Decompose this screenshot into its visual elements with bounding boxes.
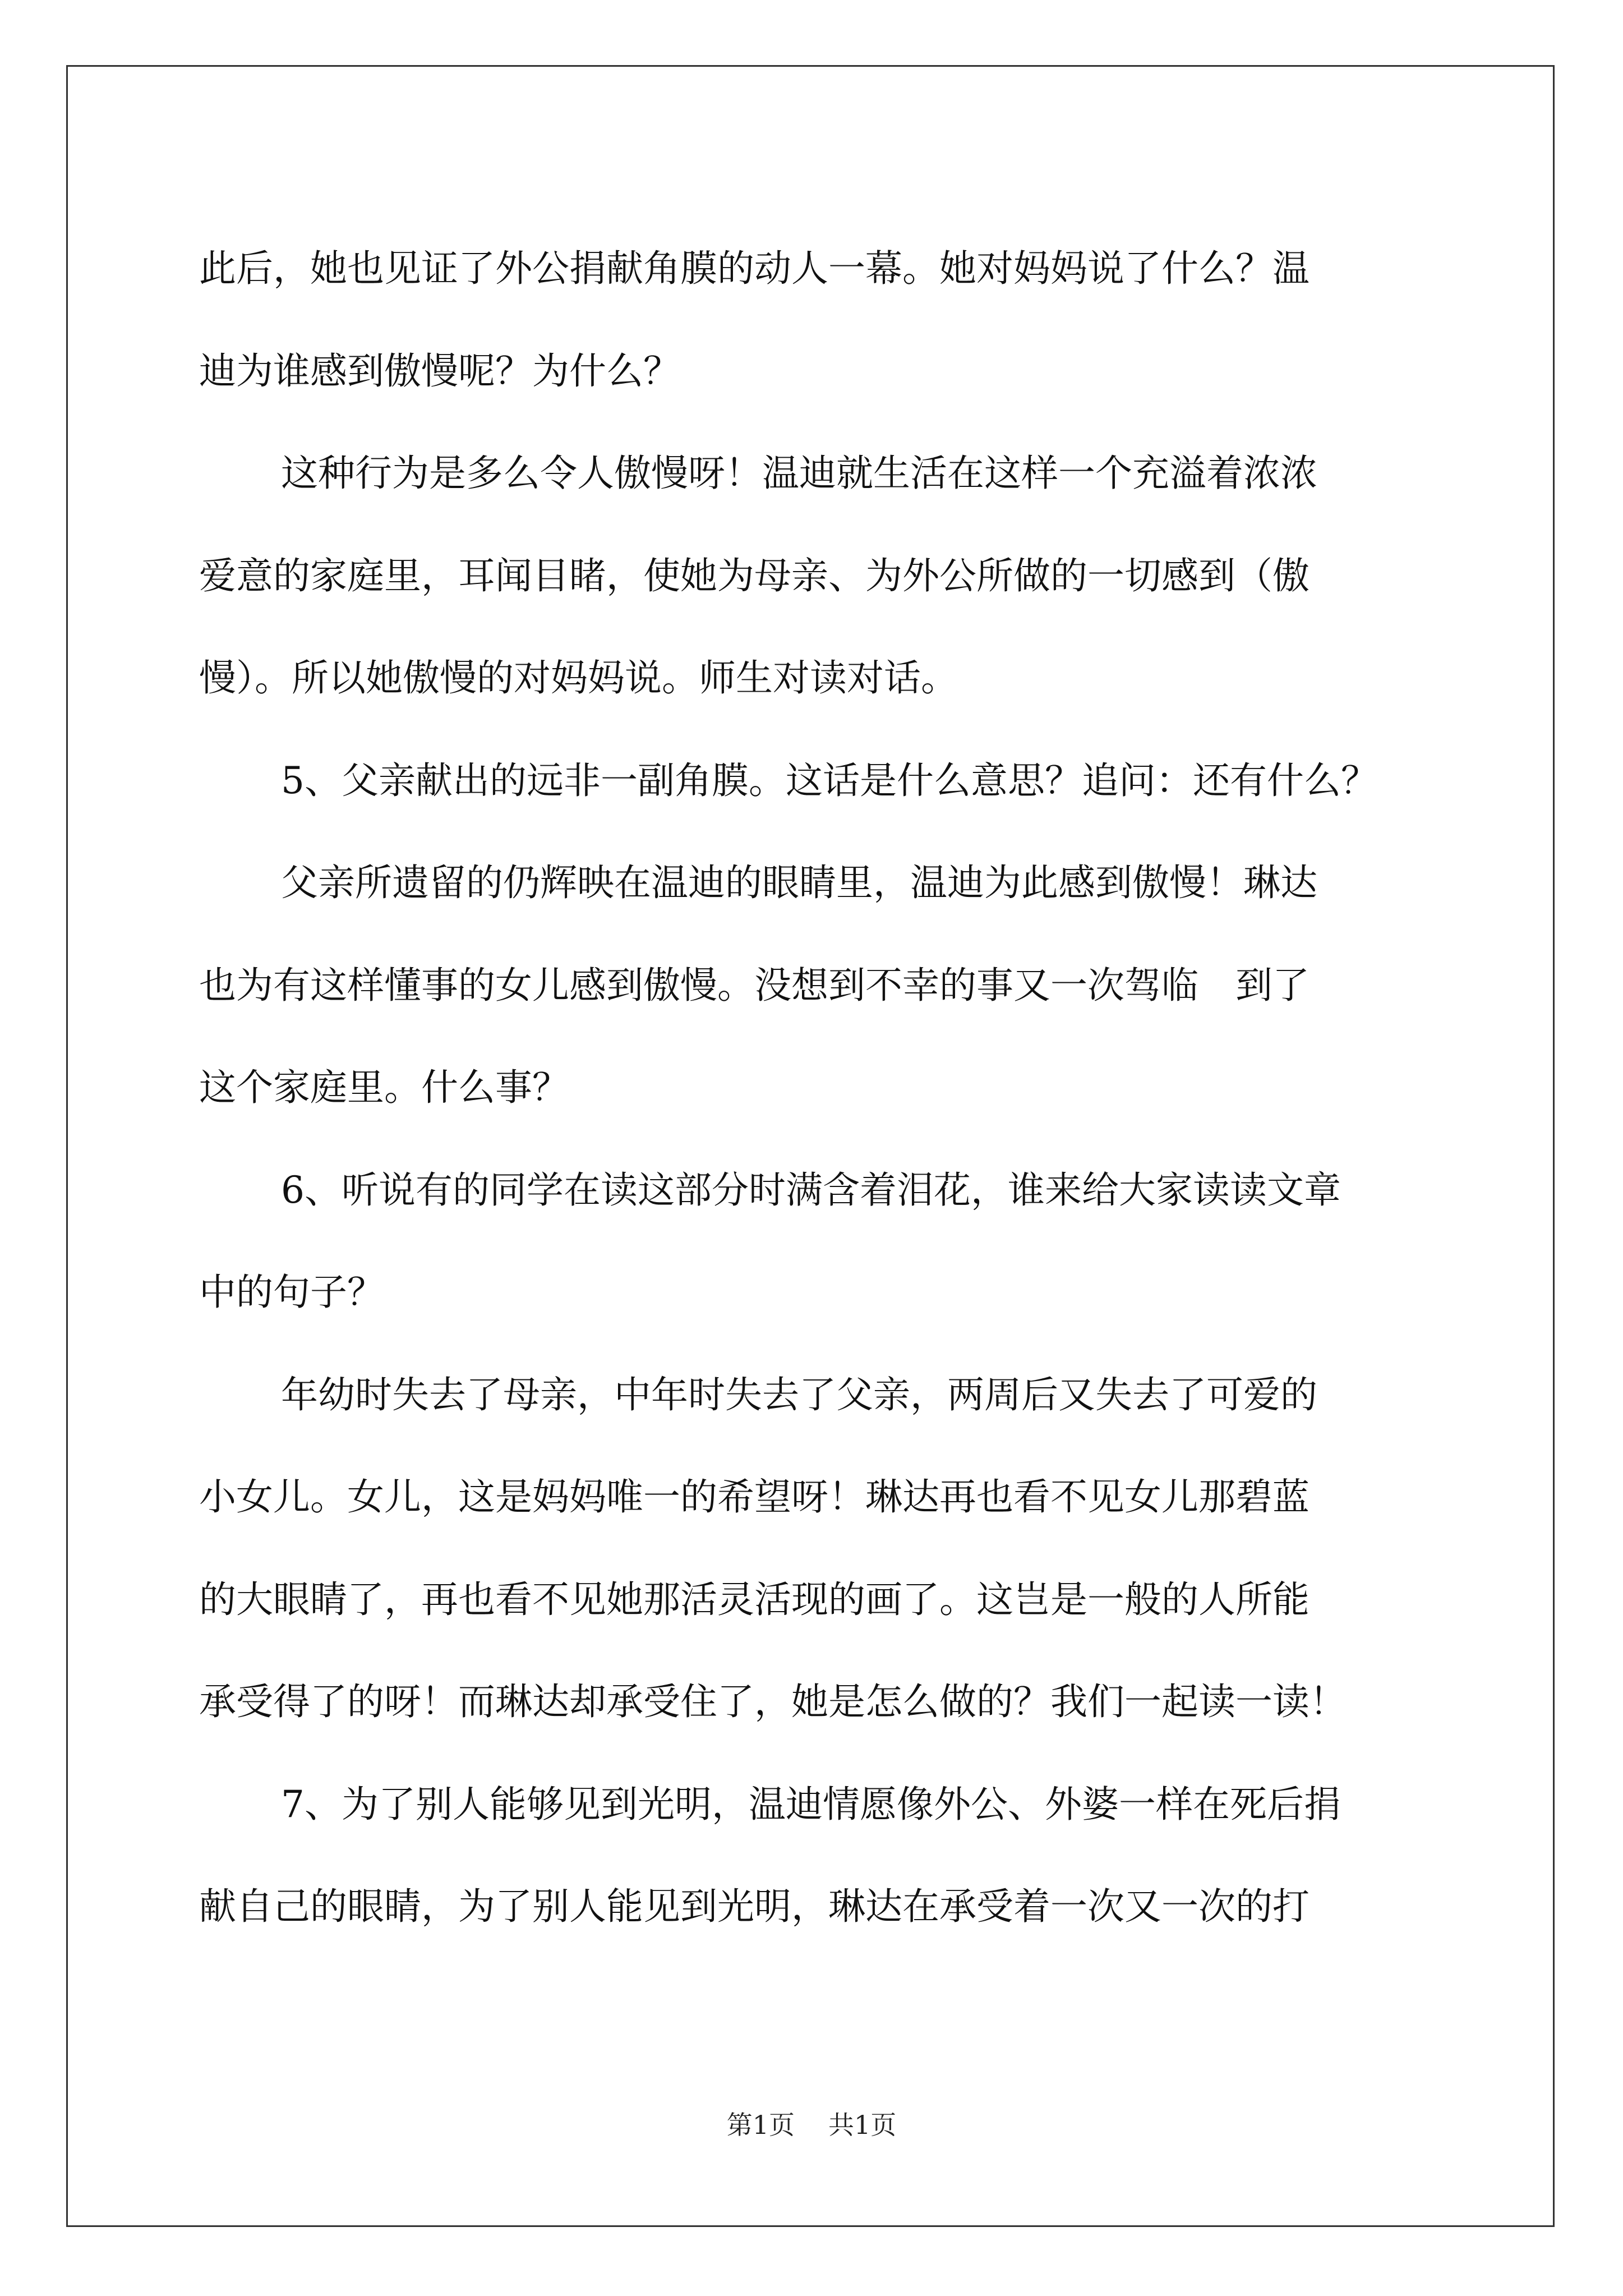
document-body (199, 218, 1427, 1958)
page-footer (0, 2108, 1623, 2142)
text-line: 慢）。所以她傲慢的对妈妈说。师生对读对话。 (199, 656, 958, 700)
text-line: 献自己的眼睛，为了别人能见到光明，琳达在承受着一次又一次的打 (199, 1885, 1310, 1928)
text-line: 此后，她也见证了外公捐献角膜的动人一幕。她对妈妈说了什么？温 (199, 247, 1310, 290)
text-line: 中的句子？ (199, 1271, 384, 1314)
page-number-current: 第1页 (726, 2110, 795, 2140)
text-line: 小女儿。女儿，这是妈妈唯一的希望呀！琳达再也看不见女儿那碧蓝 (199, 1475, 1310, 1519)
text-line: 7、为了别人能够见到光明，温迪情愿像外公、外婆一样在死后捐 (281, 1782, 1341, 1826)
text-line: 父亲所遗留的仍辉映在温迪的眼睛里，温迪为此感到傲慢！琳达 (281, 861, 1317, 904)
text-line: 爱意的家庭里，耳闻目睹，使她为母亲、为外公所做的一切感到（傲 (199, 554, 1310, 597)
text-line: 迪为谁感到傲慢呢？为什么？ (199, 349, 680, 393)
text-line: 这种行为是多么令人傲慢呀！温迪就生活在这样一个充溢着浓浓 (281, 452, 1317, 495)
page-number-total: 共1页 (828, 2110, 897, 2140)
text-line: 也为有这样懂事的女儿感到傲慢。没想到不幸的事又一次驾临 到了 (199, 963, 1310, 1007)
text-line: 这个家庭里。什么事？ (199, 1066, 569, 1109)
text-line: 的大眼睛了，再也看不见她那活灵活现的画了。这岂是一般的人所能 (199, 1577, 1310, 1621)
text-line: 5、父亲献出的远非一副角膜。这话是什么意思？追问：还有什么？ (281, 758, 1378, 802)
text-line: 6、听说有的同学在读这部分时满含着泪花，谁来给大家读读文章 (281, 1168, 1341, 1212)
text-line: 年幼时失去了母亲，中年时失去了父亲，两周后又失去了可爱的 (281, 1373, 1317, 1416)
text-line: 承受得了的呀！而琳达却承受住了，她是怎么做的？我们一起读一读！ (199, 1680, 1347, 1723)
